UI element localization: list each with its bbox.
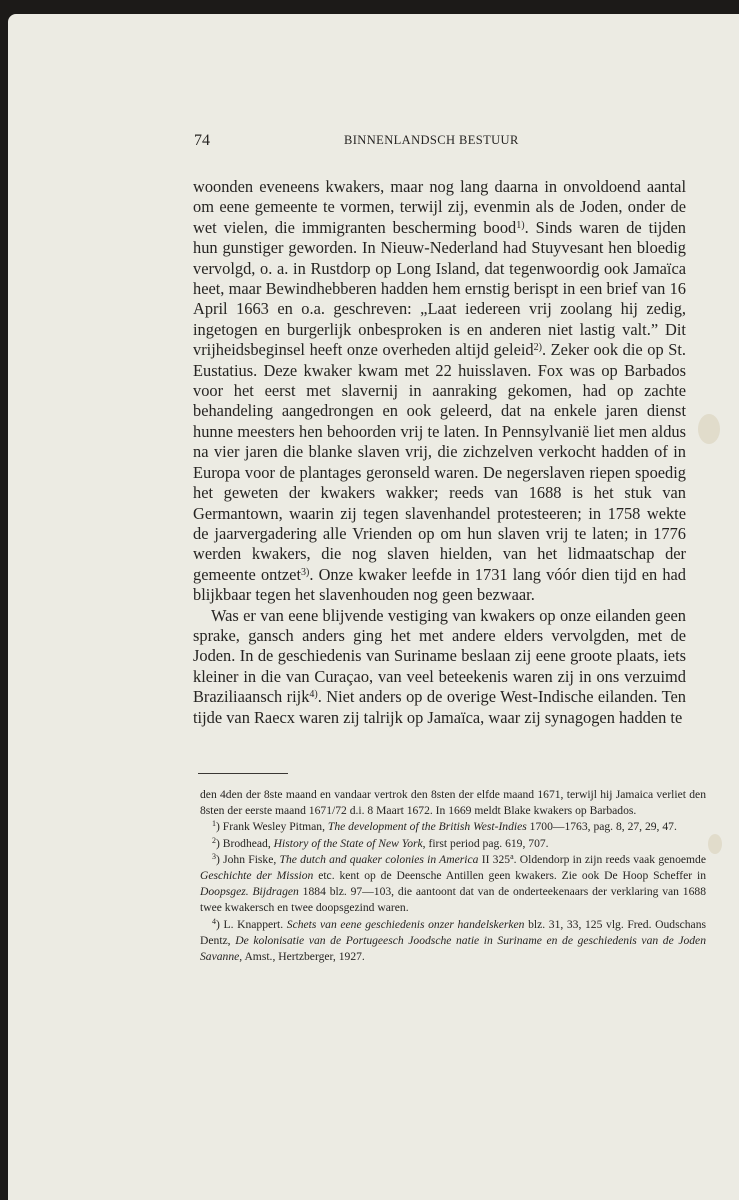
page-number: 74 — [194, 132, 210, 149]
footnote-ref: 3) — [301, 566, 310, 578]
footnote-ref: 4) — [309, 689, 318, 701]
paragraph: Was er van eene blijvende vestiging van kwakers op onze eilanden geen sprake, gansch anders ging het met andere elders vervolgden, met de Joden. In de geschiedenis van Suriname beslaan zij eene groote plaats, iets kleiner in die van Curaçao, van veel beteekenis waren zij in ons verzuimd Braziliaansch rijk$^{4)}$. Niet anders op de overige West-Indische eilanden. Ten tijde van Raecx waren zij talrijk op Jamaïca, waar zij synagogen hadden te — [193, 605, 686, 727]
footnote-3: $^3$) John Fiske, The dutch and quaker colonies in America II 325$^a$. Oldendorp in zijn reeds vaak genoemde Geschichte der Mission etc. kent op de Deensche Antillen geen kwakers. Zie ook De Hoop Scheffer in Doopsgez. Bijdragen 1884 blz. 97—103, die aantoont dat van de onderteekenaars der verklaring van 1688 twee kwakersch en twee doopsgezind waren. — [200, 851, 706, 915]
page-stain — [708, 834, 722, 854]
running-head: BINNENLANDSCH BESTUUR — [344, 133, 519, 147]
paragraph: woonden eveneens kwakers, maar nog lang daarna in onvoldoend aantal om eene gemeente te vormen, terwijl zij, evenmin als de Joden, onder de wet vielen, die immigranten bescherming bood$^{1)}$. Sinds waren de tijden hun gunstiger geworden. In Nieuw-Nederland had Stuyvesant hen bloedig vervolgd, o. a. in Rustdorp op Long Island, dat tegenwoordig ook Jamaïca heet, maar Bewindhebberen hadden hem ernstig berispt in een brief van 16 April 1663 en o.a. geschreven: „Laat iedereen vrij zoolang hij zedig, ingetogen en burgerlijk onbesproken is en anderen niet lastig valt.” Dit vrijheidsbeginsel heeft onze overheden altijd geleid$^{2)}$. Zeker ook die op St. Eustatius. Deze kwaker kwam met 22 huisslaven. Fox was op Barbados voor het eerst met slavernij in aanraking gekomen, had op zachte behandeling aangedrongen en ook geleerd, dat na enkele jaren dienst hunne meesters hen behoorden vrij te laten. In Pennsylvanië liet men aldus na vier jaren die blanke slaven vrij, die zichzelven verkocht hadden of in Europa voor de plantages geronseld waren. De negerslaven riepen spoedig het geweten der kwakers wakker; reeds van 1688 is het stuk van Germantown, waarin zij tegen slavenhandel protesteeren; in 1758 wekte de jaarvergadering alle Vrienden op om hun slaven vrij te laten; in 1776 werden kwakers, die nog slaven hielden, van het lidmaatschap der gemeente ontzet$^{3)}$. Onze kwaker leefde in 1731 lang vóór dien tijd en had blijkbaar tegen het slavenhouden nog geen bezwaar. — [193, 177, 687, 605]
footnote-ref: 1) — [516, 219, 525, 231]
footnote-divider — [198, 773, 288, 774]
footnote-continuation: den 4den der 8ste maand en vandaar vertrok den 8sten der elfde maand 1671, terwijl hij Jamaica verliet den 8sten der eerste maand 1671/72 d.i. 8 Maart 1672. In 1669 meldt Blake kwakers op Barbados. — [200, 788, 706, 818]
page-stain — [698, 414, 720, 444]
footnotes — [200, 787, 706, 965]
footnote-2: $^2$) Brodhead, History of the State of New York, first period pag. 619, 707. — [212, 835, 549, 850]
page-header — [194, 132, 694, 152]
book-page — [8, 14, 739, 1200]
footnote-1: $^1$) Frank Wesley Pitman, The development of the British West-Indies 1700—1763, pag. 8, 27, 29, 47. — [212, 819, 677, 834]
main-text — [193, 177, 686, 728]
footnote-4: $^4$) L. Knappert. Schets van eene geschiedenis onzer handelskerken blz. 31, 33, 125 vlg. Fred. Oudschans Dentz, De kolonisatie van de Portugeesch Joodsche natie in Suriname en de geschiedenis van de Joden Savanne, Amst., Hertzberger, 1927. — [200, 916, 707, 964]
footnote-ref: 2) — [533, 342, 542, 354]
